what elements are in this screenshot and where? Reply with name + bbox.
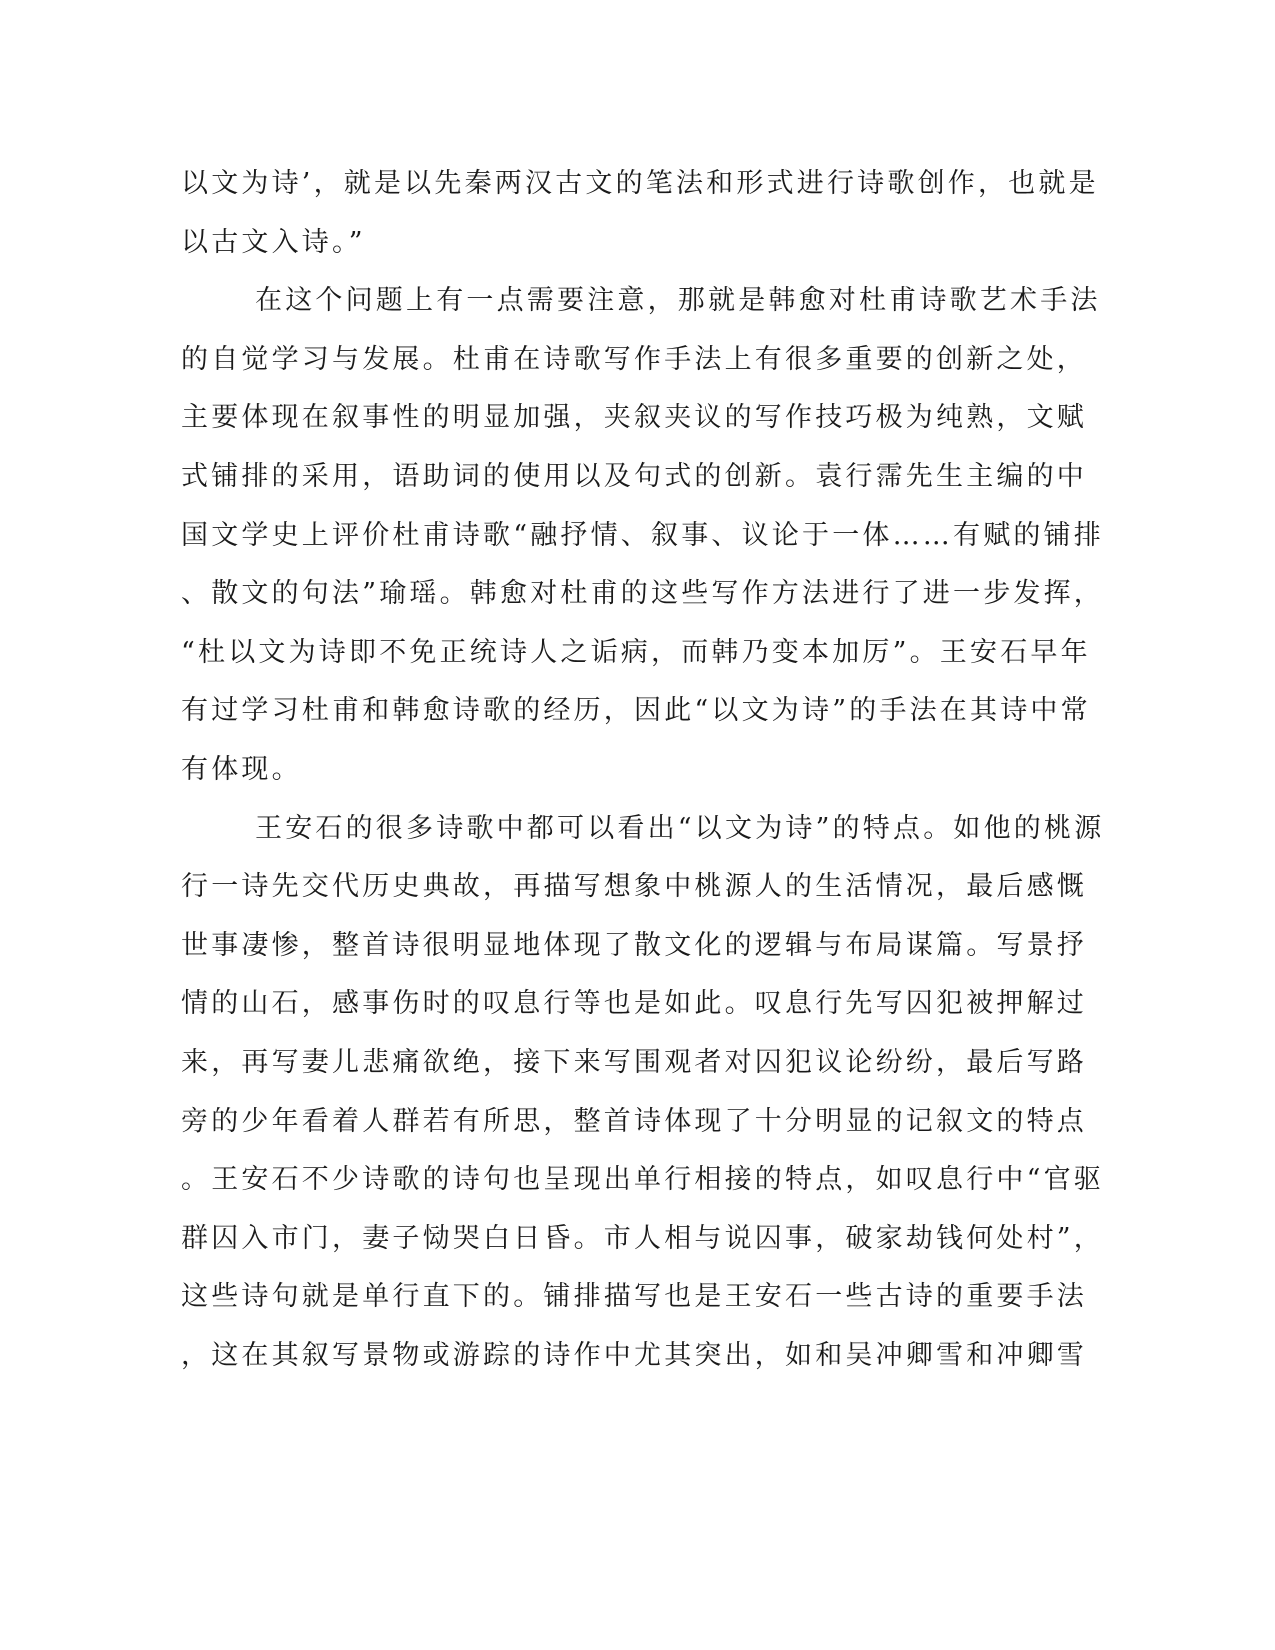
text-line: 主要体现在叙事性的明显加强，夹叙夹议的写作技巧极为纯熟，文赋 [181,402,1087,434]
text-line: 世事凄惨，整首诗很明显地体现了散文化的逻辑与布局谋篇。写景抒 [181,929,1087,961]
text-line: 、散文的句法”瑜瑶。韩愈对杜甫的这些写作方法进行了进一步发挥， [181,578,1105,610]
text-line: 。王安石不少诗歌的诗句也呈现出单行相接的特点，如叹息行中“官驱 [181,1164,1105,1196]
text-line: 以文为诗’，就是以先秦两汉古文的笔法和形式进行诗歌创作，也就是 [181,168,1099,199]
text-line: ，这在其叙写景物或游踪的诗作中尤其突出，如和吴冲卿雪和冲卿雪 [181,1339,1087,1371]
paragraph-first-line: 在这个问题上有一点需要注意，那就是韩愈对杜甫诗歌艺术手法 [255,285,1101,317]
body-text [181,155,1105,1385]
text-line: 群囚入市门，妻子恸哭白日昏。市人相与说囚事，破家劫钱何处村”， [181,1222,1105,1254]
text-line: 有体现。 [181,753,302,785]
text-line: 来，再写妻儿悲痛欲绝，接下来写围观者对囚犯议论纷纷，最后写路 [181,1046,1087,1078]
text-line: 以古文入诗。” [181,226,366,258]
text-line: 旁的少年看着人群若有所思，整首诗体现了十分明显的记叙文的特点 [181,1105,1087,1137]
text-line: 情的山石，感事伤时的叹息行等也是如此。叹息行先写囚犯被押解过 [181,988,1087,1020]
paragraph-first-line: 王安石的很多诗歌中都可以看出“以文为诗”的特点。如他的桃源 [255,812,1105,844]
text-line: 这些诗句就是单行直下的。铺排描写也是王安石一些古诗的重要手法 [181,1281,1087,1313]
text-line: 国文学史上评价杜甫诗歌“融抒情、叙事、议论于一体……有赋的铺排 [181,519,1105,551]
text-line: 式铺排的采用，语助词的使用以及句式的创新。袁行霈先生主编的中 [181,460,1087,492]
text-line: 行一诗先交代历史典故，再描写想象中桃源人的生活情况，最后感慨 [181,871,1087,903]
text-line: 的自觉学习与发展。杜甫在诗歌写作手法上有很多重要的创新之处， [181,343,1087,375]
text-line: “杜以文为诗即不免正统诗人之诟病，而韩乃变本加厉”。王安石早年 [181,636,1091,668]
text-line: 有过学习杜甫和韩愈诗歌的经历，因此“以文为诗”的手法在其诗中常 [181,695,1091,727]
